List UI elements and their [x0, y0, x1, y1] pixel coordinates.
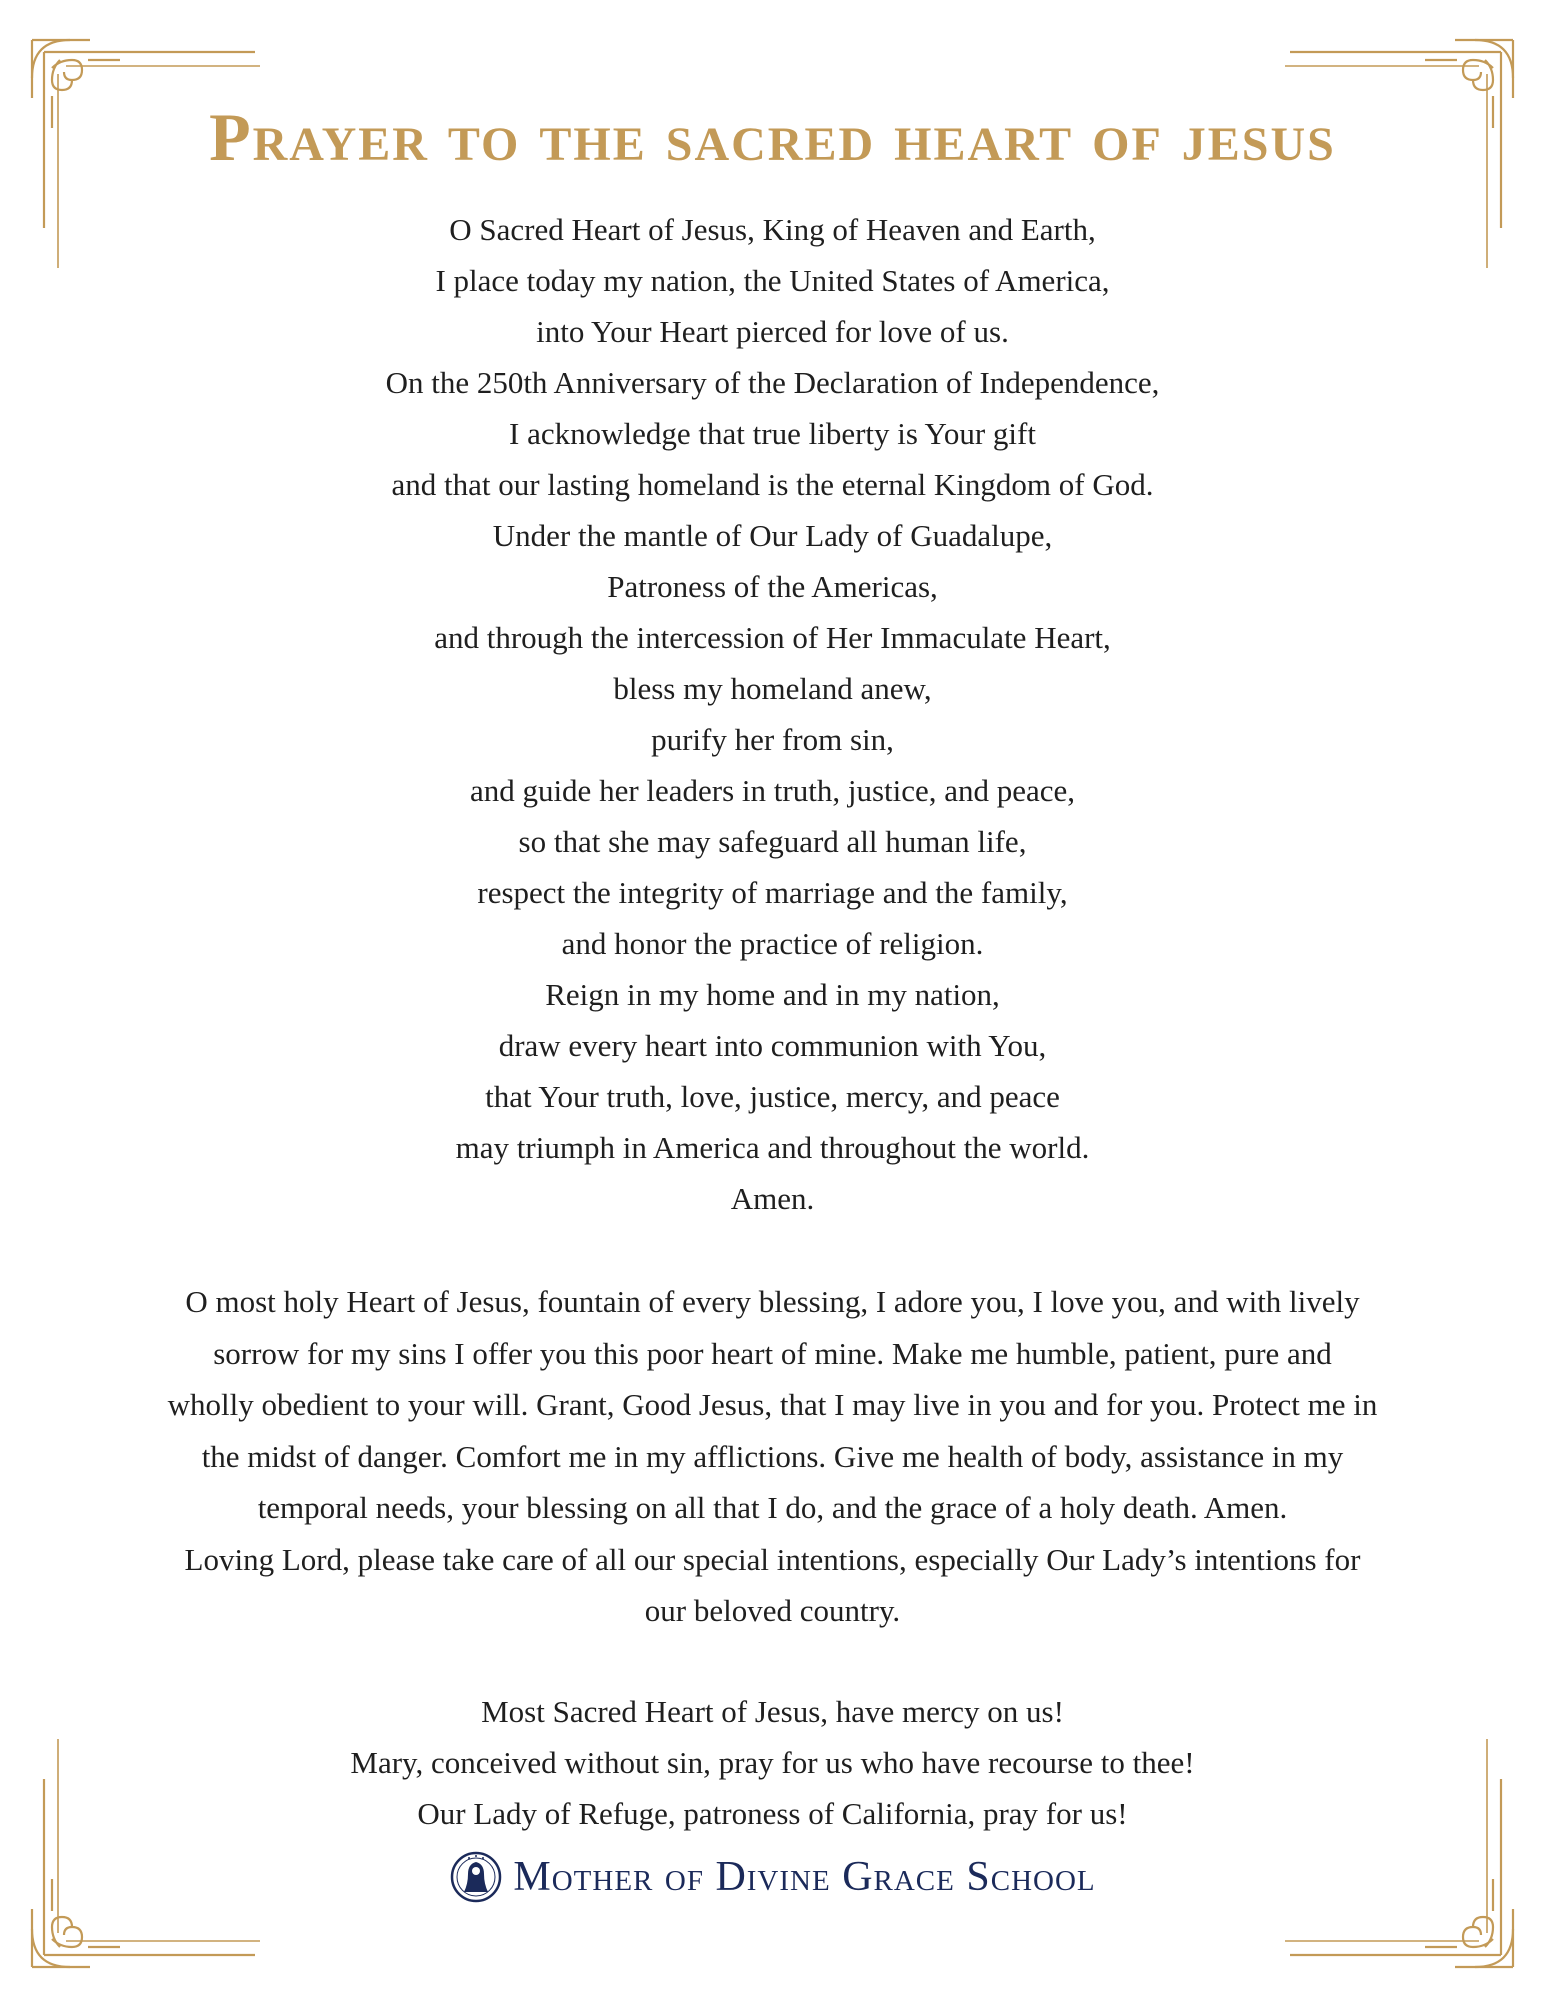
paragraph-line: our beloved country.	[644, 1593, 901, 1628]
prayer-line: and that our lasting homeland is the eternal Kingdom of God.	[391, 467, 1154, 502]
madonna-seal-icon	[449, 1850, 503, 1904]
footer	[0, 1850, 1545, 1904]
school-name: Mother of Divine Grace School	[513, 1854, 1096, 1900]
holy-heart-paragraph	[64, 1276, 1481, 1637]
prayer-line: O Sacred Heart of Jesus, King of Heaven and Earth,	[449, 212, 1096, 247]
paragraph-line: temporal needs, your blessing on all that I do, and the grace of a holy death. Amen.	[257, 1490, 1288, 1525]
prayer-line: On the 250th Anniversary of the Declaration of Independence,	[385, 365, 1160, 400]
prayer-line: Amen.	[730, 1181, 815, 1216]
paragraph-line: wholly obedient to your will. Grant, Good Jesus, that I may live in you and for you. Protect me in	[167, 1387, 1378, 1422]
prayer-line: so that she may safeguard all human life,	[518, 824, 1027, 859]
prayer-line: Under the mantle of Our Lady of Guadalupe,	[492, 518, 1053, 553]
page-title: Prayer to the sacred heart of jesus	[209, 99, 1336, 175]
prayer-line: draw every heart into communion with You,	[498, 1028, 1047, 1063]
paragraph-line: Loving Lord, please take care of all our special intentions, especially Our Lady’s intentions for	[184, 1541, 1361, 1577]
closing-invocations	[0, 1686, 1545, 1839]
prayer-stanza	[0, 204, 1545, 1224]
prayer-line: I place today my nation, the United States of America,	[435, 263, 1110, 298]
closing-line: Our Lady of Refuge, patroness of California, pray for us!	[417, 1796, 1128, 1831]
prayer-line: I acknowledge that true liberty is Your gift	[509, 416, 1036, 451]
paragraph-line: sorrow for my sins I offer you this poor heart of mine. Make me humble, patient, pure and	[213, 1335, 1332, 1371]
prayer-line: purify her from sin,	[651, 722, 894, 757]
prayer-line: Reign in my home and in my nation,	[545, 977, 1000, 1012]
closing-line: Most Sacred Heart of Jesus, have mercy on us!	[481, 1694, 1064, 1729]
prayer-line: into Your Heart pierced for love of us.	[536, 314, 1009, 349]
prayer-line: respect the integrity of marriage and the family,	[477, 875, 1068, 910]
prayer-line: and through the intercession of Her Immaculate Heart,	[434, 620, 1111, 655]
prayer-line: bless my homeland anew,	[613, 671, 932, 706]
prayer-line: that Your truth, love, justice, mercy, and peace	[485, 1079, 1060, 1114]
prayer-line: may triumph in America and throughout the world.	[455, 1130, 1090, 1165]
closing-line: Mary, conceived without sin, pray for us who have recourse to thee!	[350, 1745, 1195, 1780]
prayer-line: Patroness of the Americas,	[607, 569, 938, 604]
paragraph-line: the midst of danger. Comfort me in my afflictions. Give me health of body, assistance in my	[201, 1438, 1344, 1474]
prayer-line: and guide her leaders in truth, justice, and peace,	[469, 773, 1076, 808]
paragraph-line: O most holy Heart of Jesus, fountain of every blessing, I adore you, I love you, and with lively	[185, 1284, 1360, 1319]
prayer-line: and honor the practice of religion.	[561, 926, 984, 961]
